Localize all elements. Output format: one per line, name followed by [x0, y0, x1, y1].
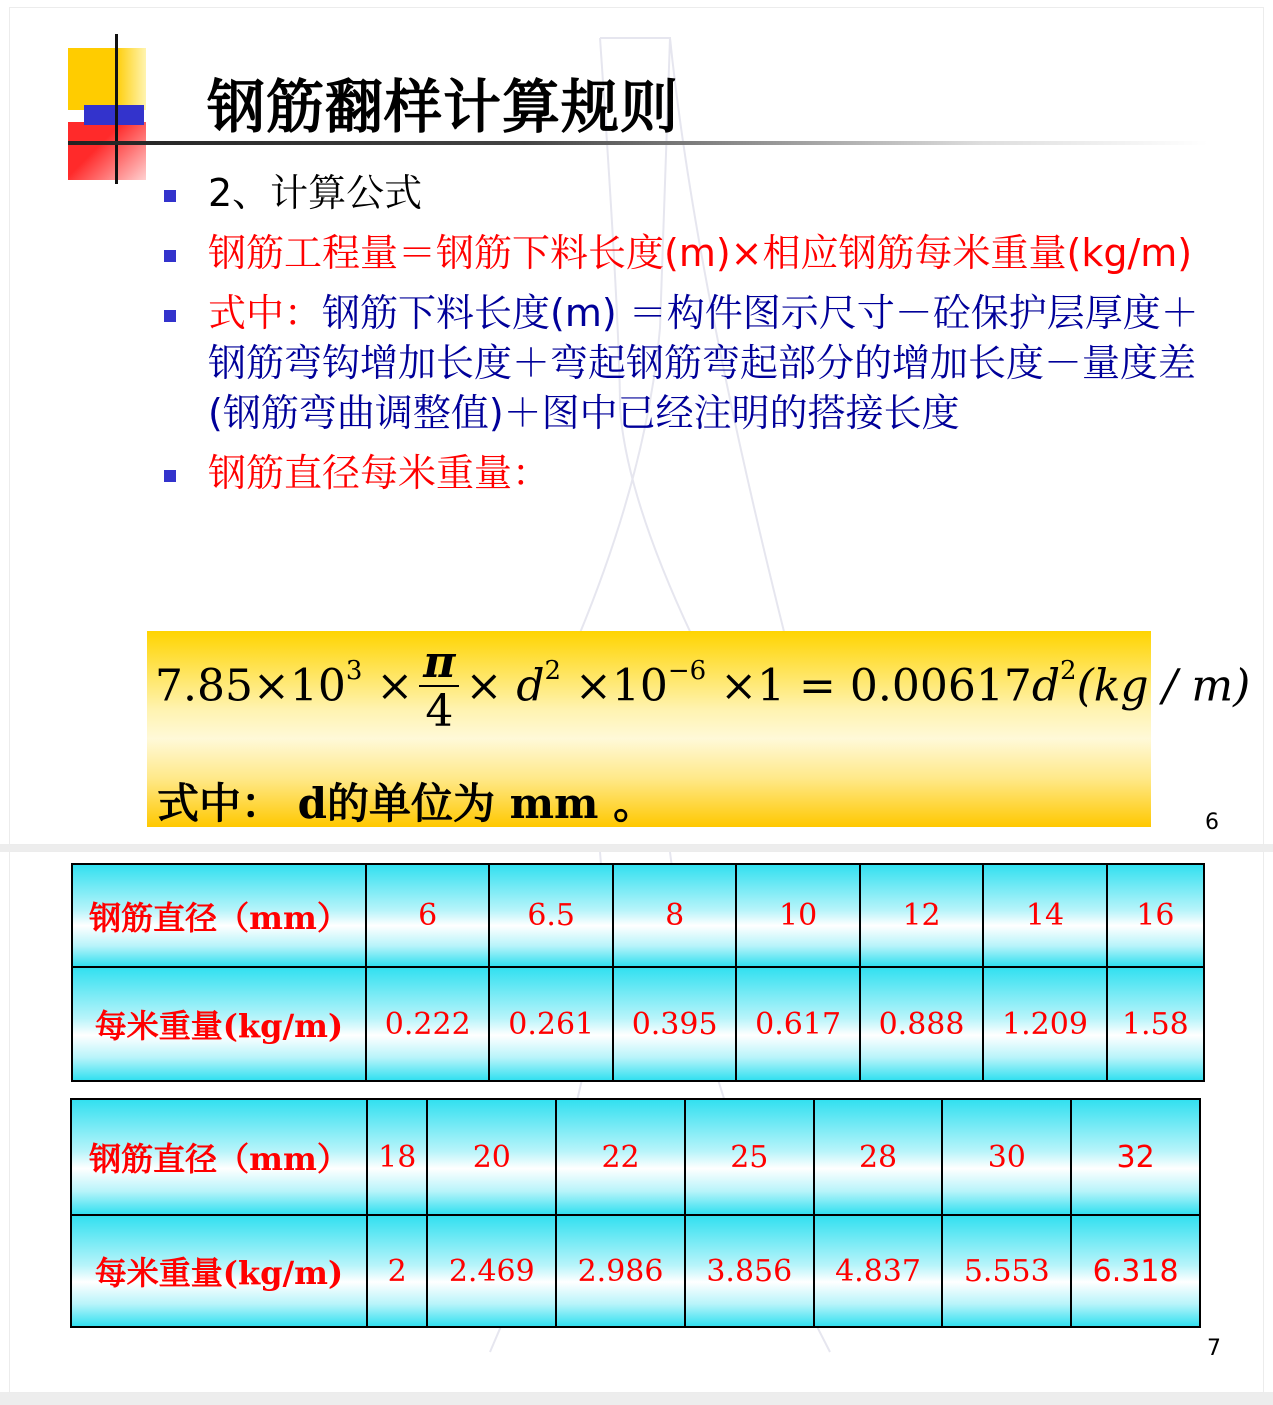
- table-row: [72, 967, 1204, 1081]
- weight-table-1: [71, 863, 1205, 1082]
- weight-cell: 1.209: [983, 967, 1106, 1081]
- bullet-square-icon: [164, 310, 176, 322]
- decor-vertical-line: [115, 34, 118, 184]
- bullet-text: 钢筋工程量＝钢筋下料长度(m)×相应钢筋每米重量(kg/m): [208, 231, 1193, 275]
- slide-title: 钢筋翻样计算规则: [207, 73, 680, 141]
- slide-separator-bottom: [0, 1392, 1273, 1405]
- weight-cell: 0.617: [736, 967, 859, 1081]
- weight-cell: 2: [367, 1215, 427, 1327]
- weight-cell: 2.469: [427, 1215, 556, 1327]
- weight-cell: 3.856: [685, 1215, 814, 1327]
- formula-unit: (kg / m): [1076, 660, 1251, 712]
- row-label-diameter: 钢筋直径（mm）: [71, 1099, 367, 1215]
- formula-part: 7.85×10: [155, 660, 346, 712]
- bullet-text: 钢筋直径每米重量：: [208, 451, 551, 495]
- slide-separator: [0, 844, 1273, 852]
- formula-part: ×1 = 0.00617: [706, 660, 1032, 712]
- diameter-cell: 32: [1071, 1099, 1200, 1215]
- bullet-prefix: 式中：: [208, 291, 323, 335]
- bullet-list: [160, 168, 1210, 508]
- formula-exponent: 3: [345, 655, 363, 686]
- formula-variable: d: [516, 660, 545, 712]
- weight-cell: 0.222: [366, 967, 489, 1081]
- diameter-cell: 20: [427, 1099, 556, 1215]
- decor-yellow-square: [68, 48, 146, 110]
- formula-variable: d: [1031, 660, 1061, 712]
- fraction-numerator: π: [419, 641, 459, 687]
- weight-cell: 1.58: [1107, 967, 1204, 1081]
- formula-exponent: −6: [667, 655, 707, 686]
- table-row: [71, 1099, 1200, 1215]
- diameter-cell: 6: [366, 864, 489, 967]
- page-number: 6: [1205, 810, 1219, 835]
- diameter-cell: 12: [860, 864, 983, 967]
- page-number: 7: [1207, 1336, 1221, 1361]
- formula-part: ×10: [561, 660, 668, 712]
- bullet-square-icon: [164, 250, 176, 262]
- formula-part: ×: [362, 660, 414, 712]
- weight-table-2: [70, 1098, 1201, 1328]
- diameter-cell: 22: [556, 1099, 685, 1215]
- bullet-item: [160, 228, 1210, 278]
- weight-cell: 5.553: [942, 1215, 1071, 1327]
- weight-cell: 0.261: [489, 967, 612, 1081]
- diameter-cell: 18: [367, 1099, 427, 1215]
- bullet-text: 2、计算公式: [208, 171, 423, 215]
- slide-6: [10, 8, 1263, 844]
- row-label-diameter: 钢筋直径（mm）: [72, 864, 366, 967]
- bullet-square-icon: [164, 470, 176, 482]
- diameter-cell: 16: [1107, 864, 1204, 967]
- diameter-cell: 8: [613, 864, 736, 967]
- bullet-item: [160, 288, 1210, 438]
- fraction-denominator: 4: [425, 686, 454, 737]
- table-row: [72, 864, 1204, 967]
- diameter-cell: 10: [736, 864, 859, 967]
- formula-box: [147, 631, 1251, 828]
- diameter-cell: 6.5: [489, 864, 612, 967]
- diameter-cell: 25: [685, 1099, 814, 1215]
- bullet-item: [160, 168, 1210, 218]
- bullet-text: 钢筋下料长度(m) ＝构件图示尺寸－砼保护层厚度＋钢筋弯钩增加长度＋弯起钢筋弯起部分的增加长度－量度差(钢筋弯曲调整值)＋图中已经注明的搭接长度: [208, 291, 1199, 435]
- table-row: [71, 1215, 1200, 1327]
- weight-cell: 4.837: [814, 1215, 943, 1327]
- formula-exponent: 2: [544, 655, 562, 686]
- formula-note: 式中： d的单位为 mm 。: [157, 779, 656, 828]
- diameter-cell: 14: [983, 864, 1106, 967]
- bullet-item: [160, 448, 1210, 498]
- diameter-cell: 30: [942, 1099, 1071, 1215]
- pi-over-4-fraction: [419, 637, 459, 737]
- row-label-weight: 每米重量(kg/m): [71, 1215, 367, 1327]
- weight-cell: 0.395: [613, 967, 736, 1081]
- bullet-square-icon: [164, 190, 176, 202]
- diameter-cell: 28: [814, 1099, 943, 1215]
- weight-cell: 2.986: [556, 1215, 685, 1327]
- decor-red-square: [68, 122, 146, 180]
- row-label-weight: 每米重量(kg/m): [72, 967, 366, 1081]
- weight-cell: 0.888: [860, 967, 983, 1081]
- slide-7: [10, 852, 1263, 1392]
- weight-cell: 6.318: [1071, 1215, 1200, 1327]
- weight-formula: [155, 637, 1251, 737]
- formula-exponent: 2: [1060, 655, 1077, 686]
- formula-part: ×: [465, 660, 517, 712]
- decor-blue-bar: [84, 105, 144, 125]
